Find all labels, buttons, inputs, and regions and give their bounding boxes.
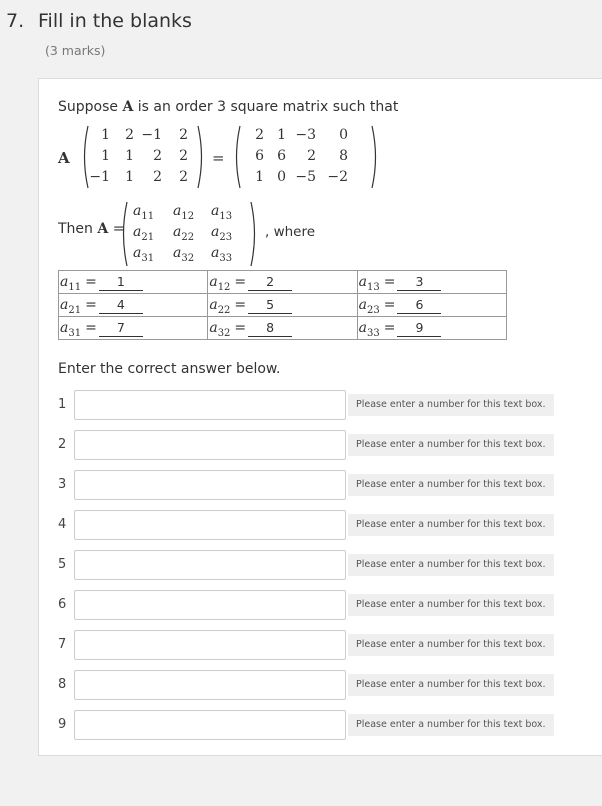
blank-label: $a_{13}$ xyxy=(358,274,380,293)
blank-cell xyxy=(59,294,208,317)
right-paren xyxy=(196,125,206,189)
matrix-cell: 1 xyxy=(101,127,110,143)
general-matrix-cell: $a_{13}$ xyxy=(211,203,233,222)
then-symbol: A xyxy=(97,221,109,237)
blank-label: $a_{22}$ xyxy=(209,297,231,316)
blank-label: $a_{33}$ xyxy=(358,320,380,339)
blank-cell xyxy=(59,271,208,294)
blank-equals: = xyxy=(234,274,247,291)
blanks-row xyxy=(59,294,507,317)
matrix-cell: 6 xyxy=(277,148,286,164)
matrix-cell: −5 xyxy=(295,169,316,185)
answer-input-5[interactable] xyxy=(74,550,346,580)
answer-hint: Please enter a number for this text box. xyxy=(348,634,554,656)
blank-equals: = xyxy=(85,297,97,314)
question-card xyxy=(38,78,602,756)
blank-label: $a_{23}$ xyxy=(358,297,380,316)
matrix-cell: 2 xyxy=(255,127,264,143)
matrix-cell: 1 xyxy=(255,169,264,185)
blank-cell xyxy=(208,317,357,340)
blank-value: 9 xyxy=(397,320,441,337)
general-matrix-cell: $a_{32}$ xyxy=(173,245,195,264)
intro-post: is an order 3 square matrix such that xyxy=(137,99,399,115)
blank-label: $a_{11}$ xyxy=(60,274,82,293)
blank-cell xyxy=(357,294,506,317)
left-matrix xyxy=(80,125,206,189)
answer-hint: Please enter a number for this text box. xyxy=(348,514,554,536)
matrix-cell: 1 xyxy=(125,148,134,164)
question-number: 7. xyxy=(6,10,25,32)
answer-number: 4 xyxy=(58,517,67,532)
general-matrix-cell: $a_{33}$ xyxy=(211,245,233,264)
blank-label: $a_{21}$ xyxy=(60,297,82,316)
answer-input-1[interactable] xyxy=(74,390,346,420)
matrix-cell: 2 xyxy=(307,148,316,164)
answer-hint: Please enter a number for this text box. xyxy=(348,714,554,736)
then-pre: Then xyxy=(58,221,93,237)
blank-value: 2 xyxy=(248,274,292,291)
blank-value: 8 xyxy=(248,320,292,337)
matrix-cell: −3 xyxy=(295,127,316,143)
blank-equals: = xyxy=(234,297,247,314)
blanks-table xyxy=(58,270,507,340)
answer-hint: Please enter a number for this text box. xyxy=(348,674,554,696)
general-matrix-cell: $a_{22}$ xyxy=(173,224,195,243)
answer-input-8[interactable] xyxy=(74,670,346,700)
matrix-cell: 8 xyxy=(339,148,348,164)
answer-input-6[interactable] xyxy=(74,590,346,620)
blank-value: 7 xyxy=(99,320,143,337)
matrix-cell: −2 xyxy=(327,169,348,185)
general-matrix-cell: $a_{12}$ xyxy=(173,203,195,222)
matrix-cell: 6 xyxy=(255,148,264,164)
general-matrix-cell: $a_{31}$ xyxy=(133,245,155,264)
then-equals: = xyxy=(112,221,125,237)
general-matrix-cell: $a_{11}$ xyxy=(133,203,155,222)
blank-cell xyxy=(59,317,208,340)
blank-value: 5 xyxy=(248,297,292,314)
matrix-cell: −1 xyxy=(141,127,162,143)
matrix-cell: 2 xyxy=(179,127,188,143)
answer-input-2[interactable] xyxy=(74,430,346,460)
blank-label: $a_{31}$ xyxy=(60,320,82,339)
answer-number: 6 xyxy=(58,597,67,612)
matrix-cell: 2 xyxy=(179,169,188,185)
blank-cell xyxy=(357,317,506,340)
matrix-cell: 1 xyxy=(277,127,286,143)
answer-number: 7 xyxy=(58,637,67,652)
question-title: Fill in the blanks xyxy=(38,10,192,32)
answer-input-3[interactable] xyxy=(74,470,346,500)
matrix-cell: 0 xyxy=(339,127,348,143)
matrix-cell: 1 xyxy=(125,169,134,185)
answer-hint: Please enter a number for this text box. xyxy=(348,594,554,616)
blank-equals: = xyxy=(383,274,396,291)
question-heading xyxy=(6,10,192,32)
answer-hint: Please enter a number for this text box. xyxy=(348,394,554,416)
blank-value: 4 xyxy=(99,297,143,314)
matrix-cell: −1 xyxy=(89,169,110,185)
answer-number: 2 xyxy=(58,437,67,452)
intro-text xyxy=(58,99,398,115)
blank-cell xyxy=(357,271,506,294)
blank-equals: = xyxy=(383,320,396,337)
lhs-symbol: A xyxy=(58,149,70,167)
blank-value: 1 xyxy=(99,274,143,291)
blank-label: $a_{12}$ xyxy=(209,274,231,293)
blank-cell xyxy=(208,271,357,294)
general-matrix-cell: $a_{23}$ xyxy=(211,224,233,243)
blank-label: $a_{32}$ xyxy=(209,320,231,339)
intro-symbol: A xyxy=(122,99,134,115)
answer-number: 1 xyxy=(58,397,67,412)
blank-cell xyxy=(208,294,357,317)
blank-value: 3 xyxy=(397,274,441,291)
answer-number: 9 xyxy=(58,717,67,732)
blank-equals: = xyxy=(85,320,97,337)
matrix-cell: 2 xyxy=(179,148,188,164)
blank-equals: = xyxy=(234,320,247,337)
blank-equals: = xyxy=(383,297,396,314)
answer-input-7[interactable] xyxy=(74,630,346,660)
answer-hint: Please enter a number for this text box. xyxy=(348,434,554,456)
answer-number: 5 xyxy=(58,557,67,572)
answer-input-4[interactable] xyxy=(74,510,346,540)
answer-hint: Please enter a number for this text box. xyxy=(348,554,554,576)
answer-input-9[interactable] xyxy=(74,710,346,740)
answer-hint: Please enter a number for this text box. xyxy=(348,474,554,496)
answer-prompt: Enter the correct answer below. xyxy=(58,361,281,377)
where-text: , where xyxy=(265,224,316,240)
question-marks: (3 marks) xyxy=(45,43,106,58)
matrix-cell: 2 xyxy=(153,148,162,164)
answer-number: 3 xyxy=(58,477,67,492)
intro-pre: Suppose xyxy=(58,99,119,115)
equals-sign: = xyxy=(212,149,225,167)
matrix-cell: 1 xyxy=(101,148,110,164)
blank-value: 6 xyxy=(397,297,441,314)
blank-equals: = xyxy=(85,274,97,291)
blanks-row xyxy=(59,271,507,294)
matrix-cell: 2 xyxy=(153,169,162,185)
right-matrix xyxy=(232,125,380,189)
matrix-cell: 0 xyxy=(277,169,286,185)
then-text xyxy=(58,221,124,237)
blanks-row xyxy=(59,317,507,340)
matrix-cell: 2 xyxy=(125,127,134,143)
right-paren xyxy=(370,125,380,189)
general-matrix-cell: $a_{21}$ xyxy=(133,224,155,243)
answer-number: 8 xyxy=(58,677,67,692)
general-matrix xyxy=(119,201,259,267)
